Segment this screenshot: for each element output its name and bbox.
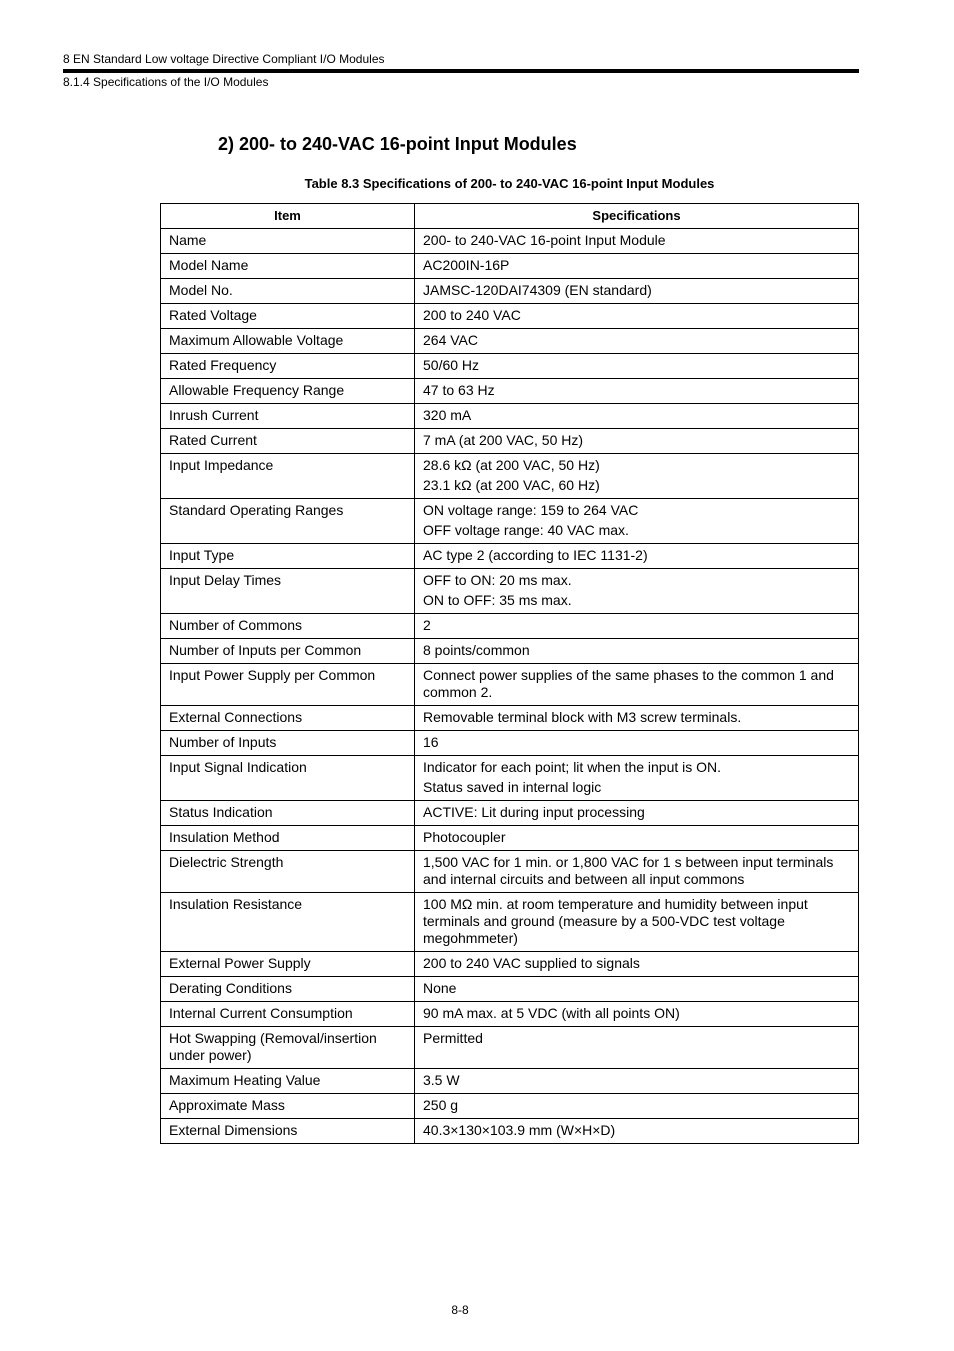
- specification-line: Connect power supplies of the same phases to the common 1 and common 2.: [423, 667, 834, 700]
- item-cell: Input Delay Times: [161, 569, 415, 614]
- specification-line: JAMSC-120DAI74309 (EN standard): [423, 282, 652, 298]
- specification-line: 8 points/common: [423, 642, 530, 658]
- item-cell: Status Indication: [161, 801, 415, 826]
- specification-cell: [415, 254, 859, 279]
- specification-cell: [415, 454, 859, 499]
- item-cell: Maximum Heating Value: [161, 1069, 415, 1094]
- table-row: [161, 826, 859, 851]
- specification-line: AC200IN-16P: [423, 257, 510, 273]
- specification-line: Removable terminal block with M3 screw terminals.: [423, 709, 742, 725]
- table-row: [161, 801, 859, 826]
- specification-cell: [415, 706, 859, 731]
- specification-cell: [415, 1069, 859, 1094]
- table-row: [161, 329, 859, 354]
- item-cell: Approximate Mass: [161, 1094, 415, 1119]
- item-cell: Number of Commons: [161, 614, 415, 639]
- specification-cell: [415, 893, 859, 952]
- specification-cell: [415, 404, 859, 429]
- table-row: [161, 229, 859, 254]
- specification-cell: [415, 329, 859, 354]
- specification-line: AC type 2 (according to IEC 1131-2): [423, 547, 648, 563]
- table-row: [161, 952, 859, 977]
- specification-line: 2: [423, 617, 431, 633]
- table-row: [161, 731, 859, 756]
- table-row: [161, 279, 859, 304]
- table-row: [161, 1094, 859, 1119]
- specification-cell: [415, 354, 859, 379]
- table-row: [161, 1069, 859, 1094]
- specification-line: None: [423, 980, 457, 996]
- item-cell: Input Signal Indication: [161, 756, 415, 801]
- table-row: [161, 499, 859, 544]
- specification-cell: [415, 977, 859, 1002]
- specification-line: 200- to 240-VAC 16-point Input Module: [423, 232, 666, 248]
- specification-cell: [415, 826, 859, 851]
- specification-line: 50/60 Hz: [423, 357, 480, 373]
- item-cell: External Power Supply: [161, 952, 415, 977]
- specification-cell: [415, 569, 859, 614]
- item-cell: Maximum Allowable Voltage: [161, 329, 415, 354]
- specification-line: 320 mA: [423, 407, 472, 423]
- table-row: [161, 544, 859, 569]
- table-row: [161, 354, 859, 379]
- specification-cell: [415, 1119, 859, 1144]
- specification-line: 1,500 VAC for 1 min. or 1,800 VAC for 1 s between input terminals and internal circuits and between all input commons: [423, 854, 834, 887]
- item-cell: Model Name: [161, 254, 415, 279]
- item-cell: Input Impedance: [161, 454, 415, 499]
- specification-cell: [415, 499, 859, 544]
- running-header-chapter: 8 EN Standard Low voltage Directive Compliant I/O Modules: [63, 52, 385, 66]
- table-header-row: [161, 204, 859, 229]
- item-cell: Input Power Supply per Common: [161, 664, 415, 706]
- specification-line: Photocoupler: [423, 829, 506, 845]
- table-row: [161, 706, 859, 731]
- item-cell: External Dimensions: [161, 1119, 415, 1144]
- specification-line: Status saved in internal logic: [423, 779, 602, 795]
- column-header-specifications: Specifications: [415, 204, 859, 229]
- item-cell: Hot Swapping (Removal/insertion under power): [161, 1027, 415, 1069]
- item-cell: Name: [161, 229, 415, 254]
- item-cell: Insulation Method: [161, 826, 415, 851]
- specification-line: Indicator for each point; lit when the input is ON.: [423, 759, 722, 775]
- specification-cell: [415, 279, 859, 304]
- table-row: [161, 379, 859, 404]
- specification-line: 28.6 kΩ (at 200 VAC, 50 Hz): [423, 457, 600, 473]
- item-cell: Rated Frequency: [161, 354, 415, 379]
- section-title: 2) 200- to 240-VAC 16-point Input Modules: [218, 134, 577, 154]
- item-cell: Rated Voltage: [161, 304, 415, 329]
- table-row: [161, 977, 859, 1002]
- table-row: [161, 254, 859, 279]
- specification-cell: [415, 1002, 859, 1027]
- specification-cell: [415, 429, 859, 454]
- column-header-item: Item: [161, 204, 415, 229]
- table-row: [161, 454, 859, 499]
- table-row: [161, 664, 859, 706]
- table-row: [161, 1002, 859, 1027]
- table-body: [161, 229, 859, 1144]
- specification-line: 23.1 kΩ (at 200 VAC, 60 Hz): [423, 477, 600, 493]
- item-cell: External Connections: [161, 706, 415, 731]
- specification-line: Permitted: [423, 1030, 483, 1046]
- specification-line: 250 g: [423, 1097, 459, 1113]
- table-row: [161, 614, 859, 639]
- specification-line: 90 mA max. at 5 VDC (with all points ON): [423, 1005, 680, 1021]
- table-row: [161, 569, 859, 614]
- specification-cell: [415, 952, 859, 977]
- table-row: [161, 1027, 859, 1069]
- specification-line: ON to OFF: 35 ms max.: [423, 592, 572, 608]
- specification-line: 40.3×130×103.9 mm (W×H×D): [423, 1122, 616, 1138]
- item-cell: Input Type: [161, 544, 415, 569]
- specification-line: OFF voltage range: 40 VAC max.: [423, 522, 629, 538]
- specification-line: 16: [423, 734, 439, 750]
- item-cell: Inrush Current: [161, 404, 415, 429]
- table-row: [161, 756, 859, 801]
- specification-cell: [415, 639, 859, 664]
- specification-cell: [415, 614, 859, 639]
- table-row: [161, 429, 859, 454]
- running-header-section: 8.1.4 Specifications of the I/O Modules: [63, 75, 269, 89]
- item-cell: Standard Operating Ranges: [161, 499, 415, 544]
- item-cell: Number of Inputs: [161, 731, 415, 756]
- table-row: [161, 304, 859, 329]
- specification-cell: [415, 1094, 859, 1119]
- table-row: [161, 893, 859, 952]
- specification-cell: [415, 801, 859, 826]
- specification-line: 47 to 63 Hz: [423, 382, 495, 398]
- specification-line: OFF to ON: 20 ms max.: [423, 572, 572, 588]
- specification-cell: [415, 1027, 859, 1069]
- specification-line: 200 to 240 VAC: [423, 307, 521, 323]
- page-number: 8-8: [451, 1303, 469, 1317]
- specification-cell: [415, 756, 859, 801]
- specification-cell: [415, 664, 859, 706]
- item-cell: Derating Conditions: [161, 977, 415, 1002]
- specification-cell: [415, 731, 859, 756]
- specification-line: 7 mA (at 200 VAC, 50 Hz): [423, 432, 584, 448]
- item-cell: Internal Current Consumption: [161, 1002, 415, 1027]
- table-row: [161, 1119, 859, 1144]
- table-caption: Table 8.3 Specifications of 200- to 240-VAC 16-point Input Modules: [304, 176, 715, 191]
- item-cell: Rated Current: [161, 429, 415, 454]
- specification-line: ACTIVE: Lit during input processing: [423, 804, 645, 820]
- table-row: [161, 404, 859, 429]
- specification-cell: [415, 544, 859, 569]
- item-cell: Allowable Frequency Range: [161, 379, 415, 404]
- header-rule: [63, 69, 859, 73]
- table-row: [161, 851, 859, 893]
- specification-line: 100 MΩ min. at room temperature and humidity between input terminals and ground (measure by a 500-VDC test voltage megohmmeter): [423, 896, 808, 946]
- item-cell: Model No.: [161, 279, 415, 304]
- specification-cell: [415, 229, 859, 254]
- specification-cell: [415, 379, 859, 404]
- specification-line: 200 to 240 VAC supplied to signals: [423, 955, 640, 971]
- specification-line: ON voltage range: 159 to 264 VAC: [423, 502, 639, 518]
- specification-line: 264 VAC: [423, 332, 478, 348]
- specifications-table: [160, 203, 859, 1144]
- item-cell: Dielectric Strength: [161, 851, 415, 893]
- item-cell: Insulation Resistance: [161, 893, 415, 952]
- item-cell: Number of Inputs per Common: [161, 639, 415, 664]
- specification-cell: [415, 851, 859, 893]
- specification-line: 3.5 W: [423, 1072, 460, 1088]
- specification-cell: [415, 304, 859, 329]
- table-row: [161, 639, 859, 664]
